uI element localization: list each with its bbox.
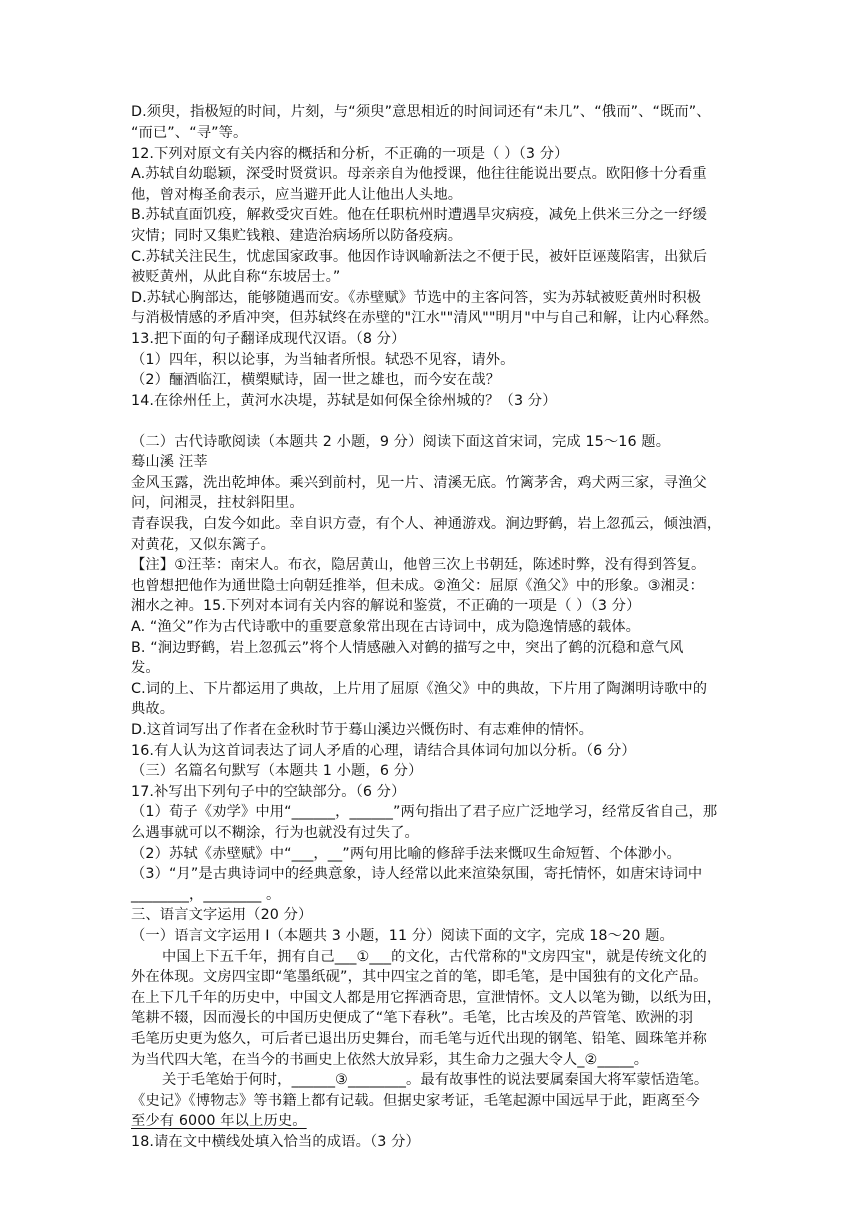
- section-heading: （三）名篇名句默写（本题共 1 小题，6 分）: [131, 763, 423, 779]
- paragraph-line: 为当代四大笔，在当今的书画史上依然大放异彩，其生命力之强大令人_②_____。: [131, 1052, 649, 1068]
- paragraph-line: 《史记》《博物志》等书籍上都有记载。但据史家考证，毛笔起源中国远早于此，距离至今: [131, 1093, 700, 1109]
- question-18-title: 18.请在文中横线处填入恰当的成语。（3 分）: [131, 1134, 420, 1150]
- text-line: D.苏轼心胸部达，能够随遇而安。《赤壁赋》节选中的主客问答，实为苏轼被贬黄州时积极: [131, 290, 702, 306]
- section-heading: （二）古代诗歌阅读（本题共 2 小题，9 分）阅读下面这首宋词，完成 15～16 题。: [131, 434, 671, 450]
- text-line: 么遇事就可以不糊涂，行为也就没有过失了。: [131, 825, 419, 841]
- text-line: （3）“月”是古典诗词中的经典意象，诗人经常以此来渲染氛围，寄托情怀，如唐宋诗词中: [131, 866, 703, 882]
- paragraph-line: 在上下几千年的历史中，中国文人都是用它挥洒奇思，宣泄情怀。文人以笔为锄，以纸为田，: [131, 990, 722, 1006]
- text-line: B.苏轼直面饥疫，解救受灾百姓。他在任职杭州时遭遇旱灾病疫，减免上供米三分之一纾缓: [131, 207, 708, 223]
- text-line: D.须臾，指极短的时间，片刻，与“须臾”意思相近的时间词还有“未几”、“俄而”、“既而”、: [131, 104, 711, 120]
- text-line: 青春误我，白发今如此。幸自识方壹，有个人、神通游戏。涧边野鹤，岩上忽孤云，倾浊酒，: [131, 516, 722, 532]
- underlined-sentence: 至少有 6000 年以上历史。: [131, 1113, 307, 1129]
- text-line: A. “渔父”作为古代诗歌中的重要意象常出现在古诗词中，成为隐逸情感的载体。: [131, 619, 641, 635]
- text-line: （2）苏轼《赤壁赋》中“___，__”两句用比喻的修辞手法来慨叹生命短暂、个体渺小。: [131, 846, 681, 862]
- text-line: 对黄花，又似东篱子。: [131, 537, 275, 553]
- poem-title: 蓦山溪 汪莘: [131, 454, 208, 470]
- question-12-title: 12.下列对原文有关内容的概括和分析，不正确的一项是（ ）（3 分）: [131, 146, 569, 162]
- text-line: ________，________ 。: [131, 887, 281, 903]
- text-line: 被贬黄州，从此自称“东坡居士。”: [131, 269, 341, 285]
- text-line: B. “涧边野鹤，岩上忽孤云”将个人情感融入对鹤的描写之中，突出了鹤的沉稳和意气风: [131, 640, 684, 656]
- text-line: （1）四年，积以论事，为当轴者所恨。轼恐不见容，请外。: [131, 352, 515, 368]
- text-line: 他，曾对梅圣俞表示，应当避开此人让他出人头地。: [131, 187, 463, 203]
- text-line: 发。: [131, 660, 160, 676]
- section-heading: 三、语言文字运用（20 分）: [131, 907, 313, 923]
- paragraph-line: 中国上下五千年，拥有自己___①___的文化，古代常称的"文房四宝"，就是传统文化的: [162, 949, 707, 965]
- text-line: C.苏轼关注民生，忧虑国家政事。他因作诗讽喻新法之不便于民，被奸臣诬蔑陷害，出狱后: [131, 249, 708, 265]
- text-line: A.苏轼自幼聪颖，深受时贤赏识。母亲亲自为他授课，他往往能说出要点。欧阳修十分看重: [131, 166, 707, 182]
- note-line: 也曾想把他作为通世隐士向朝廷推举，但未成。②渔父：屈原《渔父》中的形象。③湘灵：: [131, 578, 704, 594]
- text-line: 典故。: [131, 701, 175, 717]
- text-line: 灾情；同时又集贮钱粮、建造治病场所以防备疫病。: [131, 228, 463, 244]
- text-line: 与消极情感的矛盾冲突，但苏轼终在赤壁的"江水""清风""明月"中与自己和解，让内心释然。: [131, 310, 719, 326]
- note-line: 【注】①汪莘：南宋人。布衣，隐居黄山，他曾三次上书朝廷，陈述时弊，没有得到答复。: [131, 557, 706, 573]
- note-line: 湘水之神。15.下列对本词有关内容的解说和鉴赏，不正确的一项是（ ）（3 分）: [131, 598, 641, 614]
- text-line: “而已”、“寻”等。: [131, 125, 248, 141]
- question-17-title: 17.补写出下列句子中的空缺部分。（6 分）: [131, 784, 406, 800]
- question-13-title: 13.把下面的句子翻译成现代汉语。（8 分）: [131, 331, 406, 347]
- section-heading: （一）语言文字运用 I（本题共 3 小题，11 分）阅读下面的文字，完成 18～20 题。: [131, 928, 674, 944]
- text-line: （1）荀子《劝学》中用“______，______”两句指出了君子应广泛地学习，经常反省自己，那: [131, 804, 718, 820]
- text-line: D.这首词写出了作者在金秋时节于蓦山溪边兴慨伤时、有志难伸的情怀。: [131, 722, 594, 738]
- text-line: 问，问湘灵，拄杖斜阳里。: [131, 495, 304, 511]
- paragraph-line: 外在体现。文房四宝即“笔墨纸砚”，其中四宝之首的笔，即毛笔，是中国独有的文化产品。: [131, 969, 708, 985]
- question-16-title: 16.有人认为这首词表达了词人矛盾的心理，请结合具体词句加以分析。（6 分）: [131, 743, 636, 759]
- paragraph-line: 毛笔历史更为悠久，可后者已退出历史舞台，而毛笔与近代出现的钢笔、铅笔、圆珠笔并称: [131, 1031, 707, 1047]
- question-14-title: 14.在徐州任上，黄河水决堤，苏轼是如何保全徐州城的？（3 分）: [131, 393, 557, 409]
- text-line: C.词的上、下片都运用了典故，上片用了屈原《渔父》中的典故，下片用了陶渊明诗歌中的: [131, 681, 708, 697]
- text-line: 金风玉露，洗出乾坤体。乘兴到前村，见一片、清溪无底。竹篱茅舍，鸡犬两三家，寻渔父: [131, 475, 707, 491]
- paragraph-line: 关于毛笔始于何时，______③________。最有故事性的说法要属秦国大将军蒙恬造笔。: [162, 1072, 709, 1088]
- paragraph-line: 笔耕不辍，因而漫长的中国历史便成了“笔下春秋”。毛笔，比古埃及的芦管笔、欧洲的羽: [131, 1010, 694, 1026]
- text-line: （2）酾酒临江，横槊赋诗，固一世之雄也，而今安在哉？: [131, 372, 501, 388]
